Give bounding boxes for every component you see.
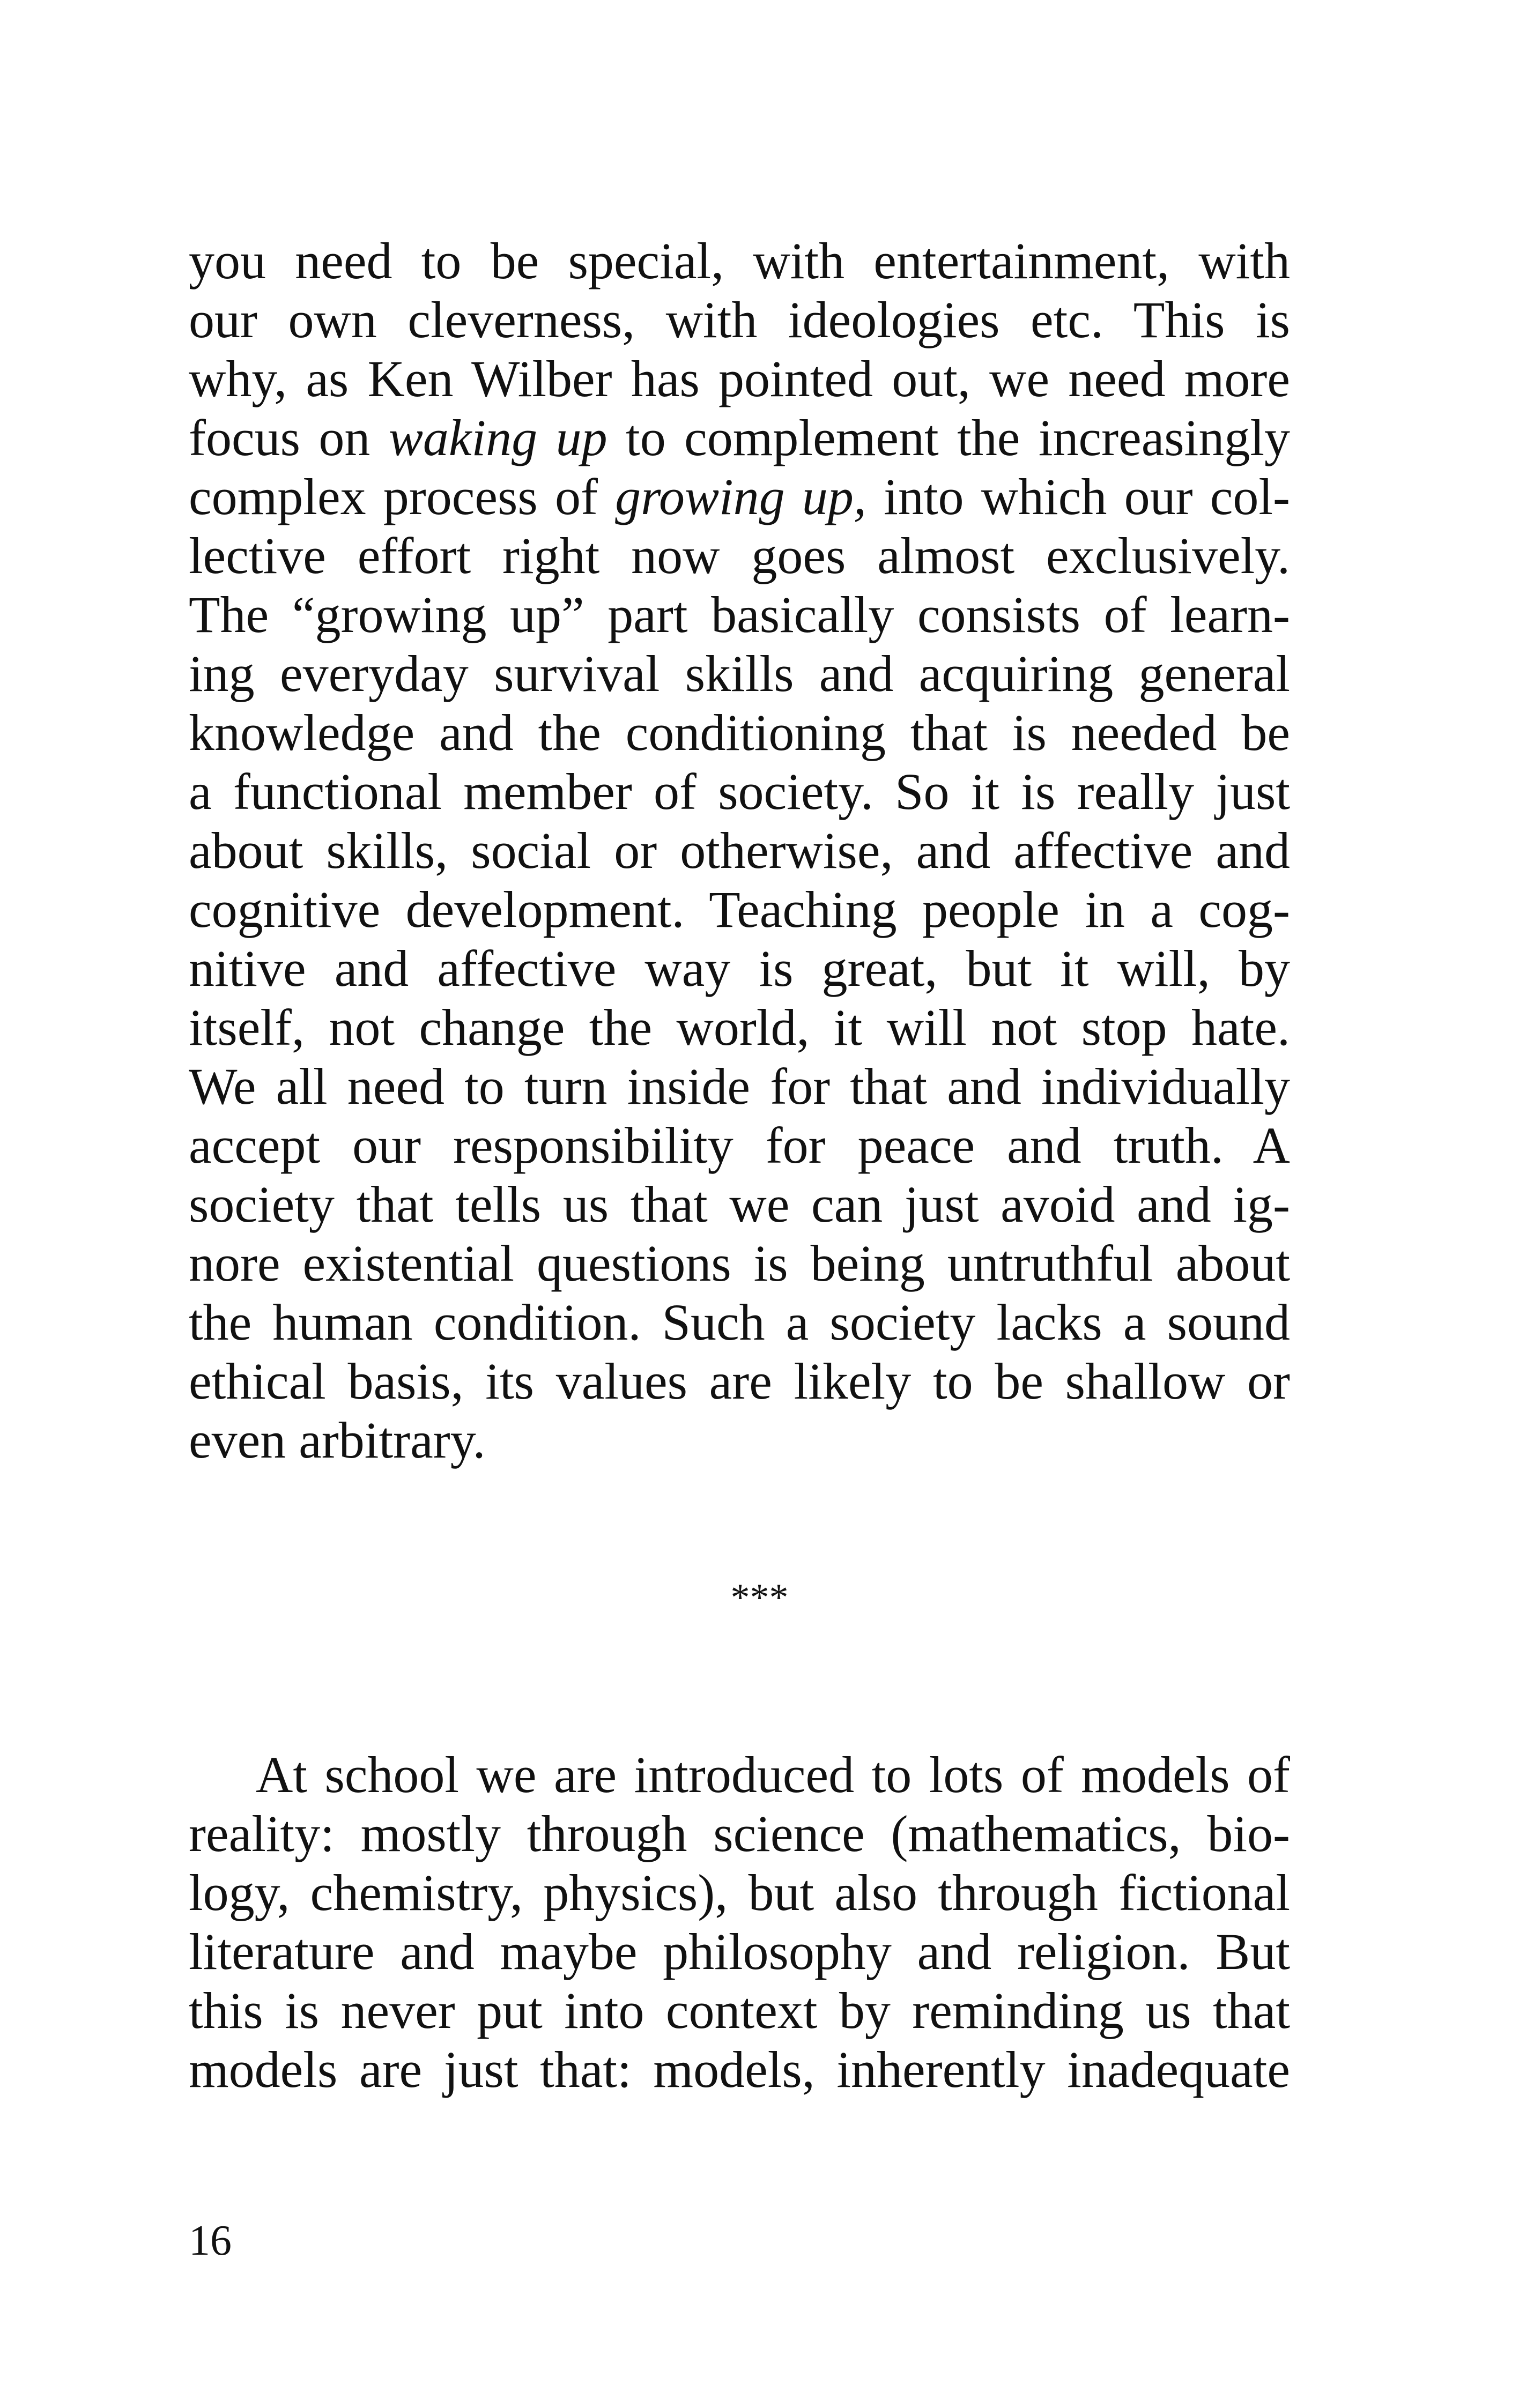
text-line: about skills, social or otherwise, and affective and: [189, 822, 1290, 879]
text-line: itself, not change the world, it will not stop hate.: [189, 999, 1290, 1056]
text-run: to complement the increasingly: [607, 409, 1291, 466]
text-line: you need to be special, with entertainment, with: [189, 232, 1290, 289]
text-line: nitive and affective way is great, but it will, by: [189, 940, 1290, 997]
text-line: models are just that: models, inherently inadequate: [189, 2041, 1290, 2098]
text-line: a functional member of society. So it is really just: [189, 763, 1290, 820]
paragraph-2: [189, 1745, 1290, 2099]
text-line: knowledge and the conditioning that is needed be: [189, 704, 1290, 761]
text-line: accept our responsibility for peace and truth. A: [189, 1117, 1290, 1174]
text-line: [189, 467, 1290, 526]
text-line: society that tells us that we can just avoid and ig-: [189, 1176, 1290, 1233]
text-run: into which our col-: [866, 468, 1291, 525]
text-line: our own cleverness, with ideologies etc. This is: [189, 291, 1290, 348]
text-run: focus on: [189, 409, 389, 466]
text-line: why, as Ken Wilber has pointed out, we need more: [189, 350, 1290, 407]
text-line: ing everyday survival skills and acquiring general: [189, 645, 1290, 702]
text-line: even arbitrary.: [189, 1411, 486, 1469]
text-line: literature and maybe philosophy and religion. But: [189, 1923, 1290, 1980]
page-number: 16: [189, 2217, 232, 2264]
text-line: lective effort right now goes almost exclusively.: [189, 527, 1290, 584]
text-line: The “growing up” part basically consists of learn-: [189, 586, 1290, 643]
text-run: complex process of: [189, 468, 616, 525]
text-line: nore existential questions is being untruthful about: [189, 1235, 1290, 1292]
text-line: cognitive development. Teaching people in a cog-: [189, 881, 1290, 938]
text-line: At school we are introduced to lots of models of: [256, 1746, 1290, 1803]
text-line: [189, 408, 1290, 467]
text-line: logy, chemistry, physics), but also through fictional: [189, 1864, 1290, 1921]
text-line: ethical basis, its values are likely to be shallow or: [189, 1352, 1290, 1410]
text-line: We all need to turn inside for that and individually: [189, 1058, 1290, 1115]
text-line: this is never put into context by reminding us that: [189, 1982, 1290, 2039]
text-line: reality: mostly through science (mathematics, bio-: [189, 1805, 1290, 1862]
paragraph-1: [189, 232, 1290, 1470]
italic-phrase-waking-up: waking up: [388, 409, 607, 466]
section-separator: ***: [730, 1576, 789, 1619]
italic-phrase-growing-up: growing up,: [615, 468, 866, 525]
text-line: the human condition. Such a society lacks a sound: [189, 1294, 1290, 1351]
